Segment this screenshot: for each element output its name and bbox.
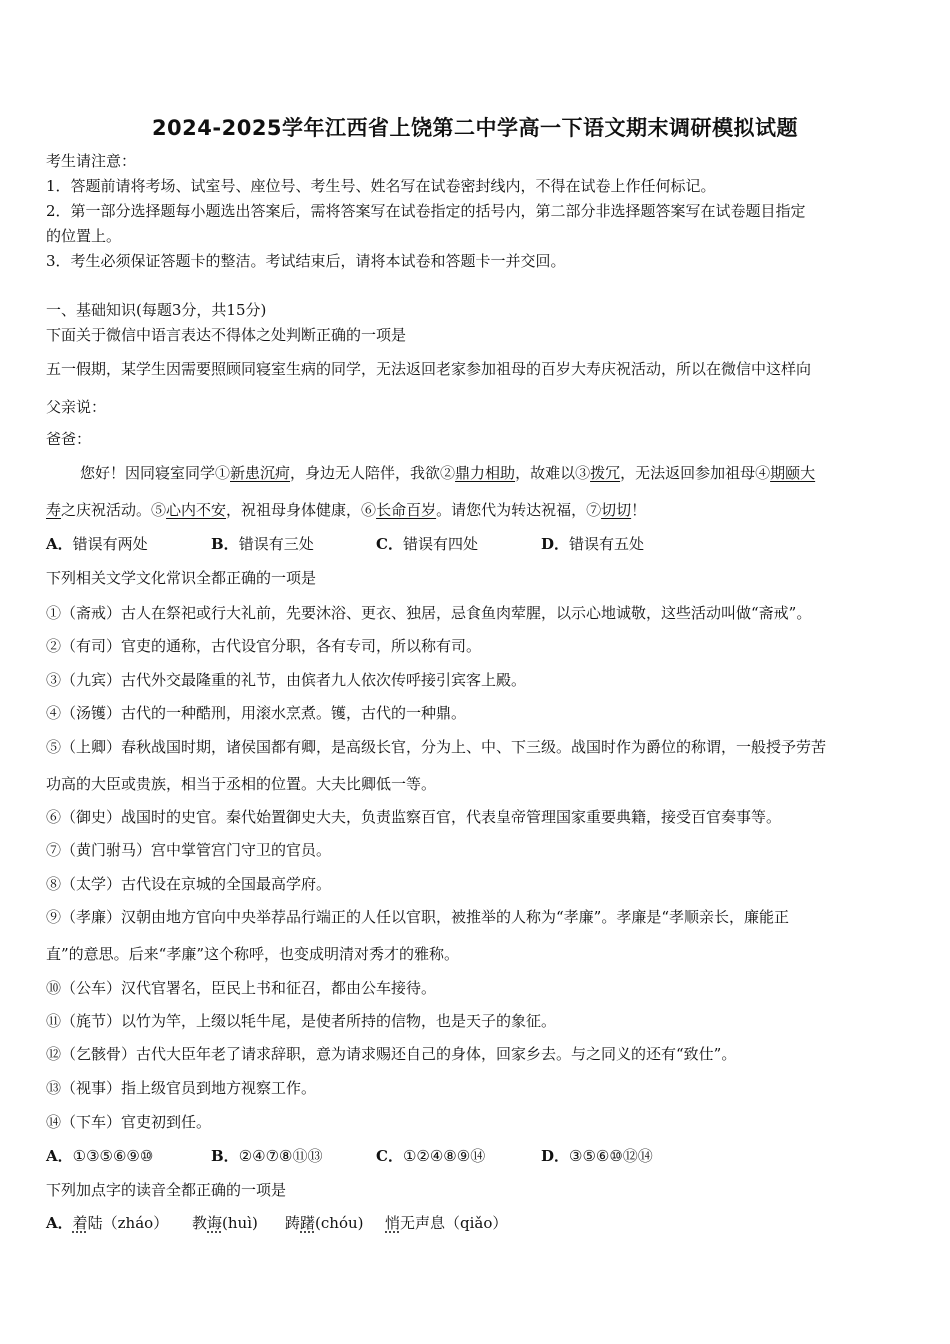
q2-item-14: ⑭（下车）官吏初到任。 bbox=[46, 1113, 212, 1131]
msg-text: ，祝祖母身体健康，⑥ bbox=[226, 501, 377, 519]
word-text: (huì) bbox=[222, 1214, 258, 1232]
word-text: 教 bbox=[192, 1214, 208, 1232]
option-letter: D． bbox=[541, 535, 570, 553]
q2-option-a bbox=[46, 1146, 153, 1166]
word-text: 陆（zháo） bbox=[87, 1214, 169, 1232]
q2-option-c bbox=[376, 1146, 485, 1166]
option-text: ②④⑦⑧⑪⑬ bbox=[238, 1147, 323, 1165]
msg-text: 之庆祝活动。⑤ bbox=[61, 501, 167, 519]
q2-item-11: ⑪（旄节）以竹为竿，上缀以牦牛尾，是使者所持的信物，也是天子的象征。 bbox=[46, 1012, 557, 1030]
section-heading: 一、基础知识(每题3分，共15分) bbox=[46, 301, 267, 319]
msg-underline-1: 新患沉疴 bbox=[230, 464, 291, 482]
option-letter: B． bbox=[211, 535, 239, 553]
word-text: (chóu) bbox=[315, 1214, 364, 1232]
q1-stem: 下面关于微信中语言表达不得体之处判断正确的一项是 bbox=[46, 326, 407, 344]
q2-item-4: ④（汤镬）古代的一种酷刑，用滚水烹煮。镬，古代的一种鼎。 bbox=[46, 704, 467, 722]
page-title: 2024-2025学年江西省上饶第二中学高一下语文期末调研模拟试题 bbox=[151, 116, 799, 140]
option-text: 错误有四处 bbox=[402, 535, 478, 553]
option-text: ③⑤⑥⑩⑫⑭ bbox=[569, 1147, 653, 1165]
msg-text: 。请您代为转达祝福，⑦ bbox=[436, 501, 602, 519]
msg-text: ，无法返回参加祖母④ bbox=[620, 464, 771, 482]
dotted-char: 悄 bbox=[385, 1214, 401, 1232]
msg-text: ！ bbox=[631, 501, 647, 519]
q2-item-12: ⑫（乞骸骨）古代大臣年老了请求辞职，意为请求赐还自己的身体，回家乡去。与之同义的还有“致仕”。 bbox=[46, 1045, 737, 1063]
option-text: ①③⑤⑥⑨⑩ bbox=[72, 1147, 154, 1165]
q2-item-13: ⑬（视事）指上级官员到地方视察工作。 bbox=[46, 1079, 317, 1097]
notice-item-2: 2．第一部分选择题每小题选出答案后，需将答案写在试卷指定的括号内，第二部分非选择题答案写在试卷题目指定 bbox=[46, 202, 806, 220]
option-letter: C． bbox=[376, 1147, 403, 1165]
notice-item-2-cont: 的位置上。 bbox=[46, 227, 122, 245]
option-text: 错误有三处 bbox=[238, 535, 314, 553]
q2-stem: 下列相关文学文化常识全都正确的一项是 bbox=[46, 569, 317, 587]
q1-message-line-2 bbox=[46, 500, 908, 520]
q2-item-9: ⑨（孝廉）汉朝由地方官向中央举荐品行端正的人任以官职，被推举的人称为“孝廉”。孝廉是“孝顺亲长，廉能正 bbox=[46, 908, 790, 926]
msg-underline-3: 拨冗 bbox=[590, 464, 621, 482]
q2-item-6: ⑥（御史）战国时的史官。秦代始置御史大夫，负责监察百官，代表皇帝管理国家重要典籍，接受百官奏事等。 bbox=[46, 808, 782, 826]
q1-option-a bbox=[46, 534, 148, 554]
q3-option-a-word-3 bbox=[285, 1213, 364, 1233]
q3-option-a-word-4 bbox=[385, 1213, 507, 1233]
option-letter: A． bbox=[46, 535, 73, 553]
option-text: 错误有五处 bbox=[569, 535, 645, 553]
notice-heading: 考生请注意： bbox=[46, 152, 137, 170]
msg-underline-2: 鼎力相助 bbox=[455, 464, 516, 482]
msg-text: ，故难以③ bbox=[515, 464, 591, 482]
q3-option-a bbox=[46, 1213, 168, 1233]
dotted-char: 着 bbox=[72, 1214, 88, 1232]
word-text: 无声息（qiǎo） bbox=[400, 1214, 508, 1232]
dotted-char: 诲 bbox=[207, 1214, 223, 1232]
option-letter: D． bbox=[541, 1147, 570, 1165]
option-letter: A． bbox=[46, 1214, 73, 1232]
q1-option-c bbox=[376, 534, 478, 554]
msg-text: ，身边无人陪伴，我欲② bbox=[290, 464, 456, 482]
q1-greeting: 爸爸： bbox=[46, 430, 92, 448]
q2-item-5: ⑤（上卿）春秋战国时期，诸侯国都有卿，是高级长官，分为上、中、下三级。战国时作为爵位的称谓，一般授予劳苦 bbox=[46, 738, 827, 756]
q1-option-d bbox=[541, 534, 644, 554]
q2-item-9-cont: 直”的意思。后来“孝廉”这个称呼，也变成明清对秀才的雅称。 bbox=[46, 945, 460, 963]
q1-option-b bbox=[211, 534, 314, 554]
word-text: 踌 bbox=[285, 1214, 301, 1232]
msg-underline-5: 心内不安 bbox=[166, 501, 227, 519]
option-text: 错误有两处 bbox=[72, 535, 148, 553]
q2-item-8: ⑧（太学）古代设在京城的全国最高学府。 bbox=[46, 875, 332, 893]
msg-text: 您好！因同寝室同学① bbox=[80, 464, 231, 482]
option-letter: C． bbox=[376, 535, 403, 553]
msg-underline-4-cont: 寿 bbox=[46, 501, 62, 519]
notice-item-3: 3．考生必须保证答题卡的整洁。考试结束后，请将本试卷和答题卡一并交回。 bbox=[46, 252, 566, 270]
option-letter: B． bbox=[211, 1147, 239, 1165]
q3-stem: 下列加点字的读音全都正确的一项是 bbox=[46, 1181, 287, 1199]
q2-option-b bbox=[211, 1146, 322, 1166]
msg-underline-4: 期颐大 bbox=[770, 464, 816, 482]
msg-underline-7: 切切 bbox=[601, 501, 632, 519]
q2-item-1: ①（斋戒）古人在祭祀或行大礼前，先要沐浴、更衣、独居，忌食鱼肉荤腥，以示心地诚敬，这些活动叫做“斋戒”。 bbox=[46, 604, 812, 622]
dotted-char: 躇 bbox=[300, 1214, 316, 1232]
notice-item-1: 1．答题前请将考场、试室号、座位号、考生号、姓名写在试卷密封线内，不得在试卷上作任何标记。 bbox=[46, 177, 716, 195]
option-text: ①②④⑧⑨⑭ bbox=[402, 1147, 486, 1165]
q1-context-line-1: 五一假期，某学生因需要照顾同寝室生病的同学，无法返回老家参加祖母的百岁大寿庆祝活动，所以在微信中这样向 bbox=[46, 360, 812, 378]
q1-message-line-1 bbox=[80, 463, 908, 483]
q1-context-line-2: 父亲说： bbox=[46, 398, 107, 416]
msg-underline-6: 长命百岁 bbox=[376, 501, 437, 519]
q2-item-7: ⑦（黄门驸马）宫中掌管宫门守卫的官员。 bbox=[46, 841, 332, 859]
q2-item-3: ③（九宾）古代外交最隆重的礼节，由傧者九人依次传呼接引宾客上殿。 bbox=[46, 671, 527, 689]
q2-item-2: ②（有司）官吏的通称，古代设官分职，各有专司，所以称有司。 bbox=[46, 637, 482, 655]
q3-option-a-word-2 bbox=[192, 1213, 258, 1233]
q2-option-d bbox=[541, 1146, 653, 1166]
option-letter: A． bbox=[46, 1147, 73, 1165]
q2-item-10: ⑩（公车）汉代官署名，臣民上书和征召，都由公车接待。 bbox=[46, 979, 437, 997]
q2-item-5-cont: 功高的大臣或贵族，相当于丞相的位置。大夫比卿低一等。 bbox=[46, 775, 437, 793]
